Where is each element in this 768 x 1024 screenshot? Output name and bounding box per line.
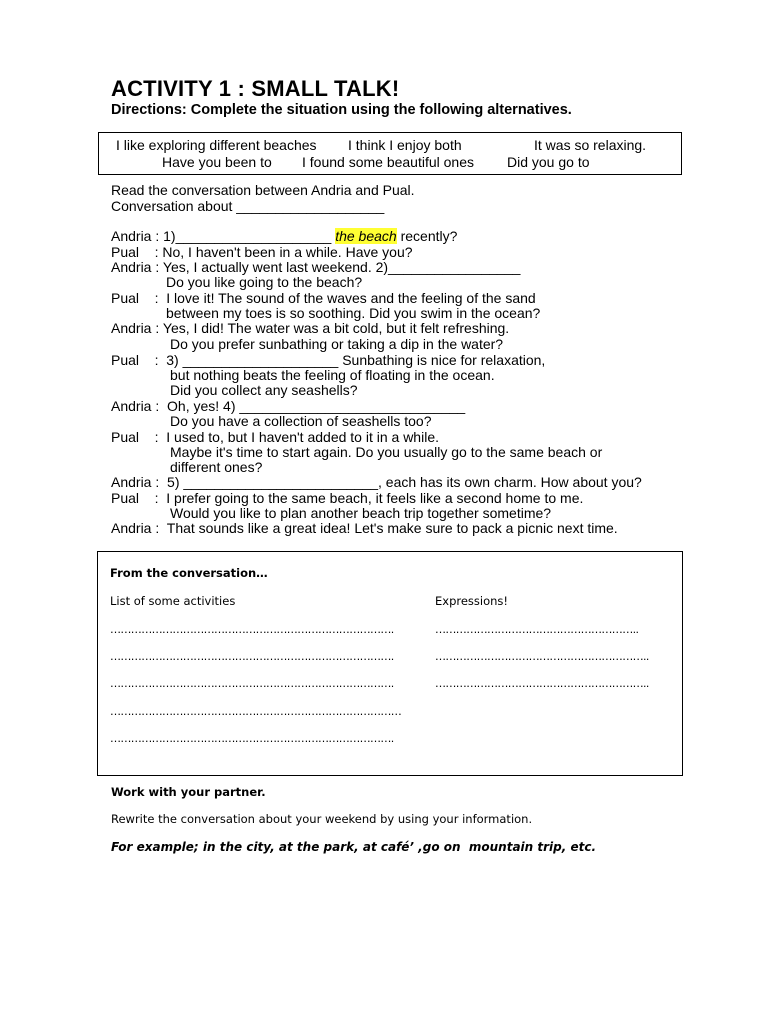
activity-title: ACTIVITY 1 : SMALL TALK! [111,76,400,101]
activity-answer-line-4: ………………………………………………………………………… [110,705,402,718]
dialogue-line-14: Pual : I used to, but I haven't added to it in a while. [111,429,439,445]
alternative-4: Have you been to [162,154,272,170]
dialogue-line-13: Do you have a collection of seashells too? [170,413,432,429]
dialogue-line-5: Pual : I love it! The sound of the waves and the feeling of the sand [111,290,536,306]
activity-answer-line-1: ………………………………………………………………………. [110,623,394,636]
expression-answer-line-3: …………………………………………………….. [435,677,649,690]
dialogue-line-6: between my toes is so soothing. Did you swim in the ocean? [166,305,541,321]
dialogue-line-16: different ones? [170,459,263,475]
dialogue-line-20: Andria : That sounds like a great idea! Let's make sure to pack a picnic next time. [111,520,618,536]
dialogue-line-19: Would you like to plan another beach trip together sometime? [170,505,552,521]
intro-line: Read the conversation between Andria and Pual. [111,182,415,198]
dialogue-line-18: Pual : I prefer going to the same beach, it feels like a second home to me. [111,490,584,506]
dialogue-blank-1: Andria : 1)____________________ [111,228,336,244]
box-title: From the conversation… [110,566,268,580]
expressions-heading: Expressions! [435,594,509,608]
activity-answer-line-3: ………………………………………………………………………. [110,677,394,690]
dialogue-line-8: Do you prefer sunbathing or taking a dip in the water? [170,336,504,352]
highlighted-text: the beach [335,228,397,244]
conversation-topic-line: Conversation about ___________________ [111,198,385,214]
activities-heading: List of some activities [110,594,236,608]
expression-answer-line-1: ………………………………………………….. [435,623,639,636]
activity-answer-line-5: ………………………………………………………………………. [110,732,394,745]
dialogue-line-2: Pual : No, I haven't been in a while. Have you? [111,244,413,260]
dialogue-line-9: Pual : 3) ____________________ Sunbathing is nice for relaxation, [111,352,546,368]
dialogue-line-7: Andria : Yes, I did! The water was a bit cold, but it felt refreshing. [111,320,510,336]
dialogue-line-3: Andria : Yes, I actually went last weekend. 2)_________________ [111,259,521,275]
alternative-2: I think I enjoy both [348,137,462,153]
dialogue-line-15: Maybe it's time to start again. Do you usually go to the same beach or [170,444,603,460]
partner-instruction: Work with your partner. [111,785,266,799]
expression-answer-line-2: …………………………………………………….. [435,650,649,663]
alternative-6: Did you go to [507,154,590,170]
rewrite-instruction: Rewrite the conversation about your weekend by using your information. [111,812,533,826]
dialogue-line-1-end: recently? [396,228,458,244]
dialogue-line-11: Did you collect any seashells? [170,382,358,398]
dialogue-line-12: Andria : Oh, yes! 4) _____________________________ [111,398,466,414]
activity-answer-line-2: ………………………………………………………………………. [110,650,394,663]
dialogue-line-17: Andria : 5) _________________________, each has its own charm. How about you? [111,474,642,490]
alternatives-box [98,132,682,175]
from-conversation-box [97,551,683,776]
dialogue-line-10: but nothing beats the feeling of floating in the ocean. [170,367,495,383]
dialogue-line-1 [111,229,457,244]
example-text: For example; in the city, at the park, at café’ ,go on mountain trip, etc. [111,840,597,854]
alternative-1: I like exploring different beaches [116,137,317,153]
alternative-5: I found some beautiful ones [302,154,475,170]
alternative-3: It was so relaxing. [534,137,647,153]
directions: Directions: Complete the situation using the following alternatives. [111,102,572,118]
dialogue-line-4: Do you like going to the beach? [166,274,363,290]
